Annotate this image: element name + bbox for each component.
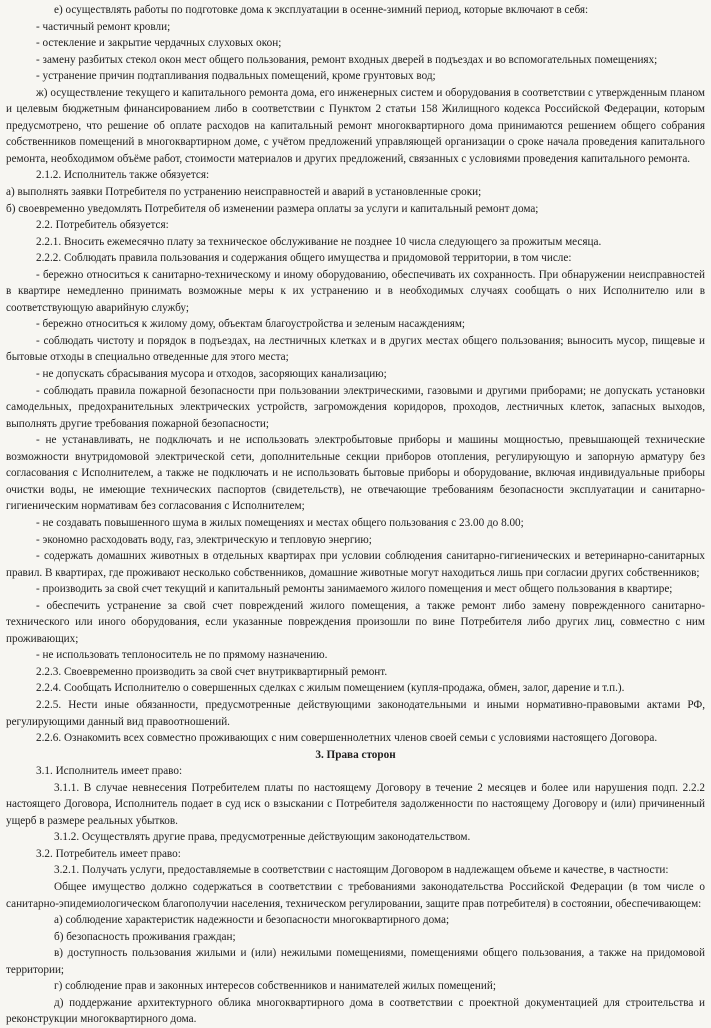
paragraph: а) выполнять заявки Потребителя по устранению неисправностей и аварий в установленные сроки;: [6, 186, 482, 199]
paragraph: 2.2.5. Нести иные обязанности, предусмотренные действующими законодательными и иными нормативно-правовыми актами РФ, регулирующими данный вид правоотношений.: [6, 698, 705, 728]
paragraph: 2.2.3. Своевременно производить за свой счет внутриквартирный ремонт.: [36, 665, 388, 678]
section-2-obligations: [6, 2, 705, 747]
paragraph: б) безопасность проживания граждан;: [54, 930, 236, 943]
paragraph: - не допускать сбрасывания мусора и отходов, засоряющих канализацию;: [36, 368, 387, 381]
paragraph: 2.2.2. Соблюдать правила пользования и содержания общего имущества и придомовой территории, в том числе:: [36, 252, 572, 265]
paragraph: д) поддержание архитектурного облика многоквартирного дома в соответствии с проектной документацией для строительства и реконструкции многоквартирного дома.: [6, 996, 705, 1026]
paragraph: 3.1. Исполнитель имеет право:: [36, 765, 183, 778]
paragraph: - остекление и закрытие чердачных слуховых окон;: [36, 37, 282, 50]
section-3-title: 3. Права сторон: [315, 748, 396, 761]
paragraph: - соблюдать правила пожарной безопасности при пользовании электрическими, газовыми и другими приборами; не допускать установки самодельных, предохранительных электрических устройств, загромождения коридоров, проходов, лестничных клеток, запасных выходов, выполнять другие требования пожарной безопасности;: [6, 384, 705, 430]
paragraph: 3.2. Потребитель имеет право:: [36, 847, 181, 860]
paragraph: - не устанавливать, не подключать и не использовать электробытовые приборы и машины мощностью, превышающей технические возможности внутридомовой электрической сети, дополнительные секции приборов отопления, регулирующую и запорную арматуру без согласования с Исполнителем, а также не подключать и не использовать бытовые приборы и оборудование, включая индивидуальные приборы очистки воды, не имеющие технических паспортов (свидетельств), не отвечающие требованиям безопасности эксплуатации и санитарно-гигиеническим нормативам без согласования с Исполнителем;: [6, 434, 705, 513]
paragraph: - бережно относиться к жилому дому, объектам благоустройства и зеленым насаждениям;: [36, 318, 466, 331]
section-3-rights: [6, 763, 705, 1028]
paragraph: 2.2.6. Ознакомить всех совместно проживающих с ним совершеннолетних членов своей семьи с условиями настоящего Договора.: [36, 732, 658, 745]
paragraph: - бережно относиться к санитарно-техническому и иному оборудованию, обеспечивать их сохранность. При обнаружении неисправностей в квартире немедленно принимать возможные меры к их устранению и в необходимых случаях сообщать о них Исполнителю или в соответствующую аварийную службу;: [6, 268, 705, 314]
paragraph: - замену разбитых стекол окон мест общего пользования, ремонт входных дверей в подъездах и во вспомогательных помещениях;: [36, 53, 658, 66]
paragraph: 2.2.4. Сообщать Исполнителю о совершенных сделках с жилым помещением (купля-продажа, обмен, залог, дарение и т.п.).: [36, 682, 625, 695]
paragraph: - частичный ремонт кровли;: [36, 20, 171, 33]
paragraph: а) соблюдение характеристик надежности и безопасности многоквартирного дома;: [54, 914, 450, 927]
paragraph: - соблюдать чистоту и порядок в подъездах, на лестничных клетках и в других местах общего пользования; выносить мусор, пищевые и бытовые отходы в специально отведенные для этого места;: [6, 334, 705, 364]
paragraph: - устранение причин подтапливания подвальных помещений, кроме грунтовых вод;: [36, 70, 436, 83]
paragraph: 2.2.1. Вносить ежемесячно плату за техническое обслуживание не позднее 10 числа следующего за прожитым месяца.: [36, 235, 602, 248]
paragraph: 3.2.1. Получать услуги, предоставляемые в соответствии с настоящим Договором в надлежащем объеме и качестве, в частности:: [54, 864, 669, 877]
paragraph: ж) осуществление текущего и капитального ремонта дома, его инженерных систем и оборудования в соответствии с утвержденным планом и целевым бюджетным финансированием либо в соответствии с Пунктом 2 статьи 158 Жилищного кодекса Российской Федерации, которым предусмотрено, что решение об оплате расходов на капитальный ремонт многоквартирного дома принимаются решением общего собрания собственников помещений в многоквартирном доме, с учётом предложений управляющей организации о сроке начала проведения капитального ремонта, необходимом объёме работ, стоимости материалов и других предложений, связанных с условиями проведения капитального ремонта.: [6, 86, 705, 165]
paragraph: в) доступность пользования жилыми и (или) нежилыми помещениями, помещениями общего пользования, а также на придомовой территории;: [6, 947, 705, 976]
paragraph: 2.2. Потребитель обязуется:: [36, 219, 169, 232]
paragraph: е) осуществлять работы по подготовке дома к эксплуатации в осенне-зимний период, которые включают в себя:: [54, 4, 589, 16]
paragraph: - не использовать теплоноситель не по прямому назначению.: [36, 649, 328, 662]
paragraph: - содержать домашних животных в отдельных квартирах при условии соблюдения санитарно-гигиенических и ветеринарно-санитарных правил. В квартирах, где проживают несколько собственников, домашние животные могут находиться лишь при согласии других собственников;: [6, 550, 705, 579]
paragraph: Общее имущество должно содержаться в соответствии с требованиями законодательства Российской Федерации (в том числе о санитарно-эпидемиологическом благополучии населения, техническом регулировании, защите прав потребителя) в состоянии, обеспечивающем:: [6, 880, 705, 910]
paragraph: - не создавать повышенного шума в жилых помещениях и местах общего пользования с 23.00 до 8.00;: [36, 516, 524, 529]
paragraph: 3.1.2. Осуществлять другие права, предусмотренные действующим законодательством.: [54, 831, 471, 844]
paragraph: - производить за свой счет текущий и капитальный ремонты занимаемого жилого помещения и мест общего пользования в квартире;: [36, 583, 673, 596]
paragraph: - обеспечить устранение за свой счет повреждений жилого помещения, а также ремонт либо замену поврежденного санитарно-технического или иного оборудования, если указанные повреждения произошли по вине Потребителя либо других лиц, совместно с ним проживающих;: [6, 599, 705, 645]
paragraph: б) своевременно уведомлять Потребителя об изменении размера оплаты за услуги и капитальный ремонт дома;: [6, 202, 539, 215]
paragraph: - экономно расходовать воду, газ, электрическую и тепловую энергию;: [36, 533, 372, 546]
paragraph: 3.1.1. В случае невнесения Потребителем платы по настоящему Договору в течение 2 месяцев и более или нарушения подп. 2.2.2 настоящего Договора, Исполнитель подает в суд иск о взыскании с Потребителя задолженности по настоящему Договору и (или) причиненный ущерб в размере реальных убытков.: [6, 781, 705, 827]
paragraph: 2.1.2. Исполнитель также обязуется:: [36, 169, 210, 182]
paragraph: г) соблюдение прав и законных интересов собственников и нанимателей жилых помещений;: [54, 980, 496, 993]
